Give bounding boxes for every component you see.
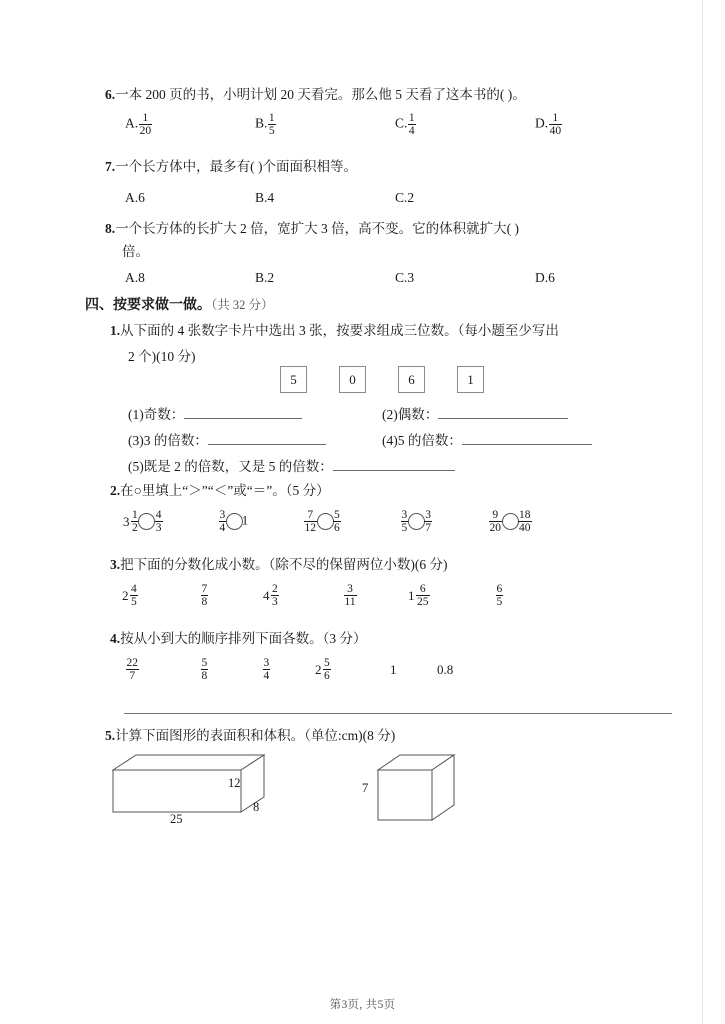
q2-pair-4-left: $\frac{3}{5}$ [401, 508, 408, 534]
q2-pair-4[interactable] [400, 509, 433, 534]
q1-stem-line1 [110, 324, 559, 338]
option-fraction: $\frac{1}{4}$ [408, 111, 415, 137]
q5-number: 5. [105, 728, 116, 743]
q2-compare-circle-3[interactable] [317, 513, 334, 530]
q2-text: 在○里填上“＞”“＜”或“＝”。（5 分） [120, 483, 330, 498]
number-card-2[interactable]: 0 [339, 366, 366, 393]
q2-pair-4-right: $\frac{3}{7}$ [425, 508, 431, 534]
q1-answer-blank-2[interactable] [438, 406, 568, 419]
q1-text: 从下面的 4 张数字卡片中选出 3 张，按要求组成三位数。（每小题至少写出 [120, 323, 559, 338]
question-7-text: 一个长方体中，最多有( )个面面积相等。 [115, 159, 357, 174]
cube-edge-label: 7 [362, 781, 369, 795]
q2-stem [110, 484, 330, 498]
q3-text: 把下面的分数化成小数。（除不尽的保留两位小数)(6 分) [120, 557, 448, 572]
q5-stem [105, 729, 395, 743]
q2-pair-1[interactable] [123, 509, 163, 534]
question-8-text: 一个长方体的长扩大 2 倍，宽扩大 3 倍，高不变。它的体积就扩大( ) [115, 221, 519, 236]
q1-answer-blank-3[interactable] [208, 432, 326, 445]
q2-pair-3[interactable] [303, 509, 341, 534]
question-6-text: 一本 200 页的书，小明计划 20 天看完。那么他 5 天看了这本书的( )。 [115, 87, 526, 102]
q1-answer-blank-4[interactable] [462, 432, 592, 445]
q2-pair-5-left: $\frac{9}{20}$ [489, 508, 501, 534]
q2-compare-circle-4[interactable] [408, 513, 425, 530]
option-fraction: $\frac{1}{40}$ [549, 111, 562, 137]
q2-pair-1-left: 3 $\frac{1}{2}$ [123, 508, 138, 534]
q4-item-5: 1 [390, 662, 397, 677]
q1-subitem-4 [382, 432, 592, 448]
q1-subitem-4-label: (4)5 的倍数： [382, 433, 462, 448]
option-fraction: $\frac{1}{5}$ [268, 111, 275, 137]
question-6-option-a[interactable] [125, 112, 153, 137]
page-footer: 第3页, 共5页 [329, 999, 396, 1011]
q4-item-6: 0.8 [437, 662, 454, 677]
section-roman: 四 [85, 298, 99, 313]
question-8-option-d[interactable]: D.6 [535, 270, 555, 285]
q2-pair-2-right: 1 [241, 512, 249, 528]
q3-stem [110, 558, 448, 572]
question-8-option-a[interactable]: A.8 [125, 270, 145, 285]
q1-subitem-5-label: (5)既是 2 的倍数，又是 5 的倍数： [128, 459, 333, 474]
cuboid-depth-label: 8 [253, 800, 260, 814]
q2-number: 2. [110, 483, 121, 498]
q4-text: 按从小到大的顺序排列下面各数。（3 分） [120, 631, 367, 646]
q2-pair-3-right: $\frac{5}{6}$ [334, 508, 340, 534]
q3-item-4: $\frac{3}{11}$ [344, 582, 356, 608]
q1-subitem-1-label: (1)奇数： [128, 407, 185, 422]
cuboid-height-label: 12 [228, 776, 241, 790]
q1-subitem-2-label: (2)偶数： [382, 407, 439, 422]
cuboid-figure [108, 750, 268, 820]
q1-answer-blank-1[interactable] [184, 406, 302, 419]
q2-pair-2[interactable] [218, 509, 248, 534]
q2-compare-circle-2[interactable] [226, 513, 243, 530]
question-7-option-b[interactable]: B.4 [255, 190, 275, 205]
q3-number: 3. [110, 557, 121, 572]
q1-subitem-3-label: (3)3 的倍数： [128, 433, 208, 448]
q2-compare-circle-1[interactable] [138, 513, 155, 530]
q2-compare-circle-5[interactable] [502, 513, 519, 530]
q4-item-1: $\frac{22}{7}$ [126, 656, 138, 682]
q1-answer-blank-5[interactable] [333, 458, 455, 471]
number-card-3[interactable]: 6 [398, 366, 425, 393]
q1-stem-line2: 2 个)(10 分) [128, 349, 196, 364]
question-8-stem [105, 222, 519, 236]
q2-pair-1-right: $\frac{4}{3}$ [155, 508, 162, 534]
question-6-number: 6. [105, 87, 116, 102]
q1-subitem-2 [382, 406, 568, 422]
q3-item-5: 1 $\frac{6}{25}$ [408, 582, 429, 608]
q3-item-3: 4 $\frac{2}{3}$ [263, 582, 278, 608]
q1-number: 1. [110, 323, 121, 338]
page-border [702, 0, 703, 1024]
q4-item-3: $\frac{3}{4}$ [263, 656, 270, 682]
question-7-option-c[interactable]: C.2 [395, 190, 415, 205]
q3-item-2: $\frac{7}{8}$ [201, 582, 208, 608]
cuboid-length-label: 25 [170, 812, 183, 826]
option-label: D. [535, 115, 549, 131]
section-points: （共 32 分） [211, 298, 274, 312]
q4-stem [110, 632, 367, 646]
question-8-number: 8. [105, 221, 116, 236]
section-4-heading [85, 299, 274, 313]
q1-subitem-5 [128, 458, 455, 474]
q2-pair-5-right: $\frac{18}{40}$ [519, 508, 531, 534]
option-label: B. [255, 115, 268, 131]
question-6-option-c[interactable] [395, 112, 416, 137]
question-8-option-c[interactable]: C.3 [395, 270, 415, 285]
answer-rule [124, 713, 672, 714]
q3-item-6: $\frac{6}{5}$ [496, 582, 503, 608]
question-7-number: 7. [105, 159, 116, 174]
option-label: C. [395, 115, 408, 131]
q1-subitem-3 [128, 432, 326, 448]
q2-pair-3-left: $\frac{7}{12}$ [304, 508, 316, 534]
option-label: A. [125, 115, 139, 131]
question-6-option-d[interactable] [535, 112, 563, 137]
q1-subitem-1 [128, 406, 302, 422]
q4-item-4: 2 $\frac{5}{6}$ [315, 656, 330, 682]
q4-number: 4. [110, 631, 121, 646]
q2-pair-5[interactable] [488, 509, 532, 534]
q3-item-1: 2 $\frac{4}{5}$ [122, 582, 137, 608]
question-6-stem [105, 88, 526, 102]
number-card-4[interactable]: 1 [457, 366, 484, 393]
section-title: 、按要求做一做。 [99, 298, 211, 313]
question-8-option-b[interactable]: B.2 [255, 270, 275, 285]
q5-text: 计算下面图形的表面积和体积。（单位:cm)(8 分) [115, 728, 396, 743]
q4-item-2: $\frac{5}{8}$ [201, 656, 208, 682]
question-7-option-a[interactable]: A.6 [125, 190, 145, 205]
cube-figure [370, 750, 470, 828]
q2-pair-2-left: $\frac{3}{4}$ [219, 508, 226, 534]
question-6-option-b[interactable] [255, 112, 276, 137]
question-8-stem-line2: 倍。 [122, 244, 149, 259]
option-fraction: $\frac{1}{20}$ [139, 111, 152, 137]
question-7-stem [105, 160, 357, 174]
number-card-1[interactable]: 5 [280, 366, 307, 393]
